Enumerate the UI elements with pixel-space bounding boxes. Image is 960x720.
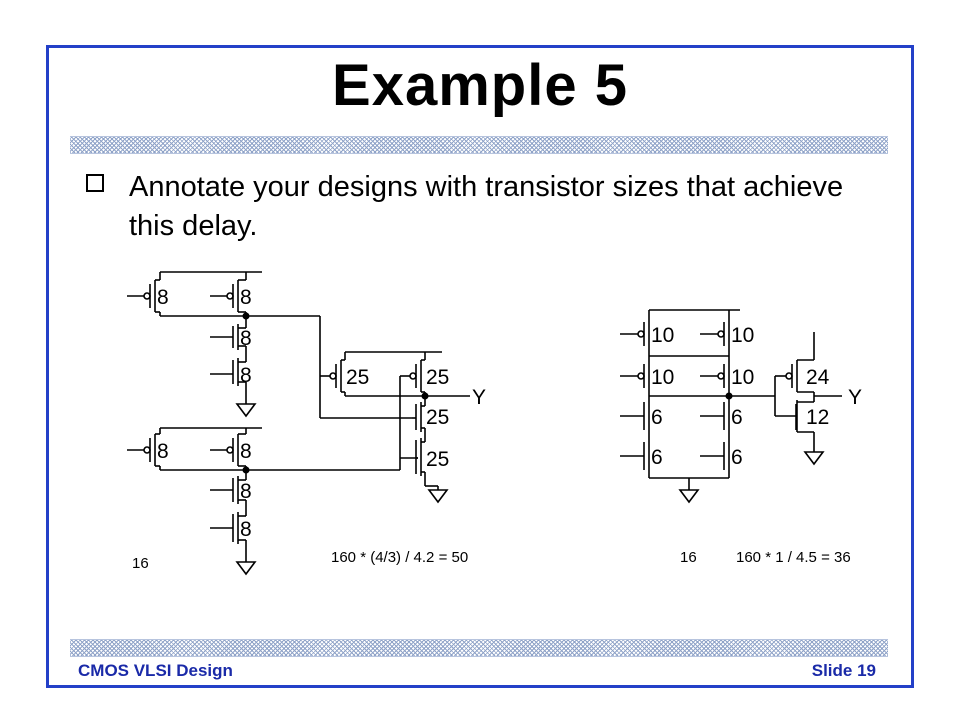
- nor-nmos-b-size: 25: [426, 448, 450, 471]
- left-bottom-pmos-a-size: 8: [157, 440, 169, 463]
- footer-course-title: CMOS VLSI Design: [78, 661, 233, 680]
- right-nmos-b-size: 6: [731, 406, 743, 429]
- left-calculation: 160 * (4/3) / 4.2 = 50: [331, 549, 469, 566]
- right-output-label: Y: [848, 386, 863, 409]
- inverter-nmos-size: 12: [806, 406, 830, 429]
- left-bottom-nmos-a-size: 8: [240, 480, 252, 503]
- left-bottom-nmos-b-size: 8: [240, 518, 252, 541]
- right-pmos-b-size: 10: [731, 324, 755, 347]
- left-output-label: Y: [472, 386, 487, 409]
- nor-pmos-b-size: 25: [426, 366, 450, 389]
- right-nmos-d-size: 6: [731, 446, 743, 469]
- footer-divider: [70, 639, 888, 657]
- left-top-pmos-a-size: 8: [157, 286, 169, 309]
- inverter-pmos-size: 24: [806, 366, 830, 389]
- right-pmos-d-size: 10: [731, 366, 755, 389]
- left-top-pmos-b-size: 8: [240, 286, 252, 309]
- right-nmos-a-size: 6: [651, 406, 663, 429]
- left-top-nmos-b-size: 8: [240, 364, 252, 387]
- right-calculation: 160 * 1 / 4.5 = 36: [736, 549, 851, 566]
- footer-slide-number: Slide 19: [811, 661, 876, 680]
- right-nmos-c-size: 6: [651, 446, 663, 469]
- left-bottom-pmos-b-size: 8: [240, 440, 252, 463]
- nor-nmos-a-size: 25: [426, 406, 450, 429]
- nor-pmos-a-size: 25: [346, 366, 370, 389]
- left-effort-note: 16: [132, 555, 149, 572]
- right-pmos-a-size: 10: [651, 324, 675, 347]
- slide-title: Example 5: [332, 53, 628, 118]
- right-pmos-c-size: 10: [651, 366, 675, 389]
- left-top-nmos-a-size: 8: [240, 327, 252, 350]
- right-effort-note: 16: [680, 549, 697, 566]
- bullet-text: Annotate your designs with transistor sizes that achieve this delay.: [129, 171, 844, 242]
